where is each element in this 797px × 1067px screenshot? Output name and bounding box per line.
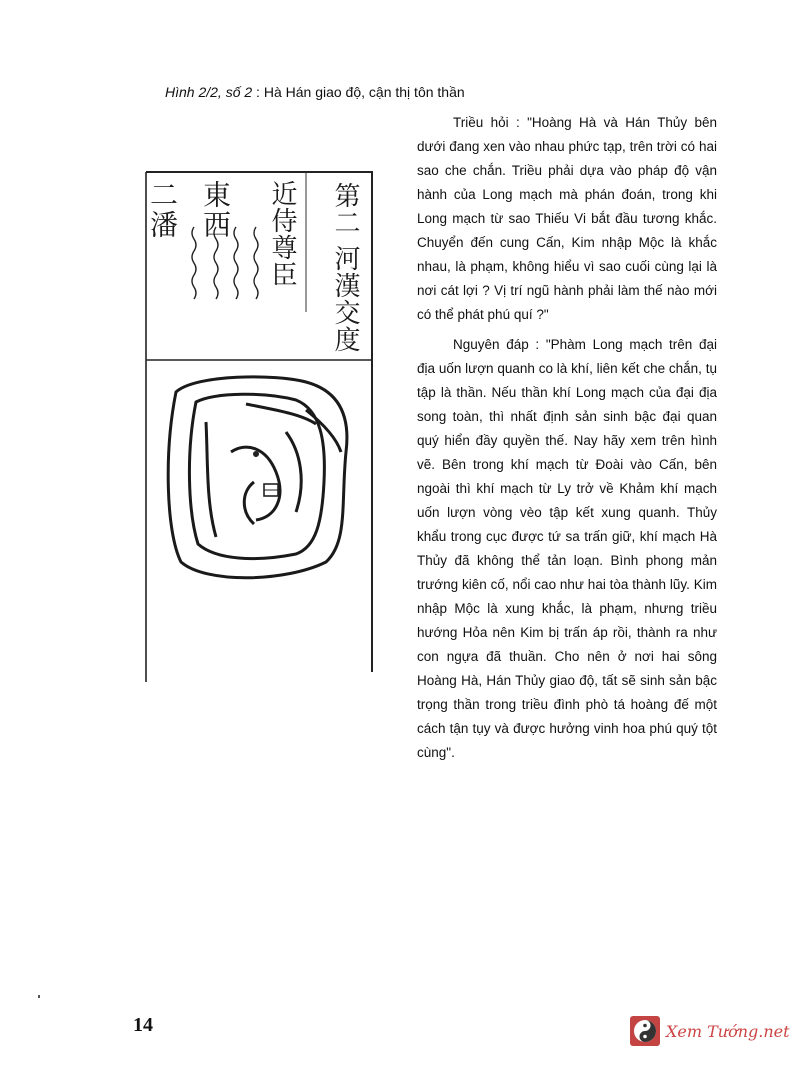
caption-title: Hà Hán giao độ, cận thị tôn thần — [263, 84, 465, 100]
question-paragraph: Triều hỏi : "Hoàng Hà và Hán Thủy bên dưới đang xen vào nhau phức tạp, trên trời có hai sao che chắn. Triều phải dựa vào pháp độ vận hành của Long mạch mà phán đoán, trong khi Long mạch từ sao Thiếu Vi bắt đầu tương khắc. Chuyển đến cung Cấn, Kim nhập Mộc là khắc nhau, là phạm, không hiểu vì sao cuối cùng lại là nơi cát lợi ? Vị trí ngũ hành phải làm thế nào mới có thể phát phú quí ?" — [417, 115, 717, 322]
diagram-subtitle-chinese: 近侍尊臣 — [267, 180, 297, 288]
caption-prefix: Hình 2/2, số 2 — [165, 84, 253, 100]
page-number: 14 — [133, 1014, 153, 1036]
yin-yang-icon — [630, 1016, 660, 1046]
scan-speck — [38, 995, 40, 998]
diagram-direction-two: 二潘 — [146, 180, 179, 240]
body-text — [417, 111, 717, 771]
caption-separator: : — [252, 84, 264, 100]
diagram-direction-east-west: 東西 — [199, 180, 232, 240]
watermark-text: Xem Tướng.net — [666, 1021, 790, 1041]
figure-caption — [165, 84, 585, 100]
answer-paragraph: Nguyên đáp : "Phàm Long mạch trên đại địa uốn lượn quanh co là khí, liên kết che chắn, tụ tập là thần. Nếu thần khí Long mạch của đại địa song toàn, thì nhất định sản sinh bậc đại quan quý hiển đầy quyền thế. Nay hãy xem trên hình vẽ. Bên trong khí mạch từ Đoài vào Cấn, bên ngoài thì khí mạch từ Ly trở về Khảm khí mạch uốn lượn vòng vèo tập kết xung quanh. Thủy khẩu trong cục được tứ sa trấn giữ, khí mạch Hà Thủy đã không thể tản loạn. Bình phong mản trướng kiên cố, nổi cao như hai tòa thành lũy. Kim nhập Mộc là xung khắc, là phạm, nhưng triều hướng Hỏa nên Kim bị trấn áp rồi, thành ra như con ngựa đã thuần. Cho nên ở nơi hai sông Hoàng Hà, Hán Thủy giao độ, tất sẽ sinh sản bậc trọng thần trong triều đình phò tá hoàng đế một cách tận tụy và được hưởng vinh hoa phú quý tột cùng". — [417, 337, 717, 760]
watermark-logo — [630, 1013, 790, 1049]
terrain-ridges — [168, 377, 347, 578]
diagram-title-chinese: 第二 河漢交度 — [330, 182, 360, 354]
feng-shui-diagram — [136, 152, 374, 682]
